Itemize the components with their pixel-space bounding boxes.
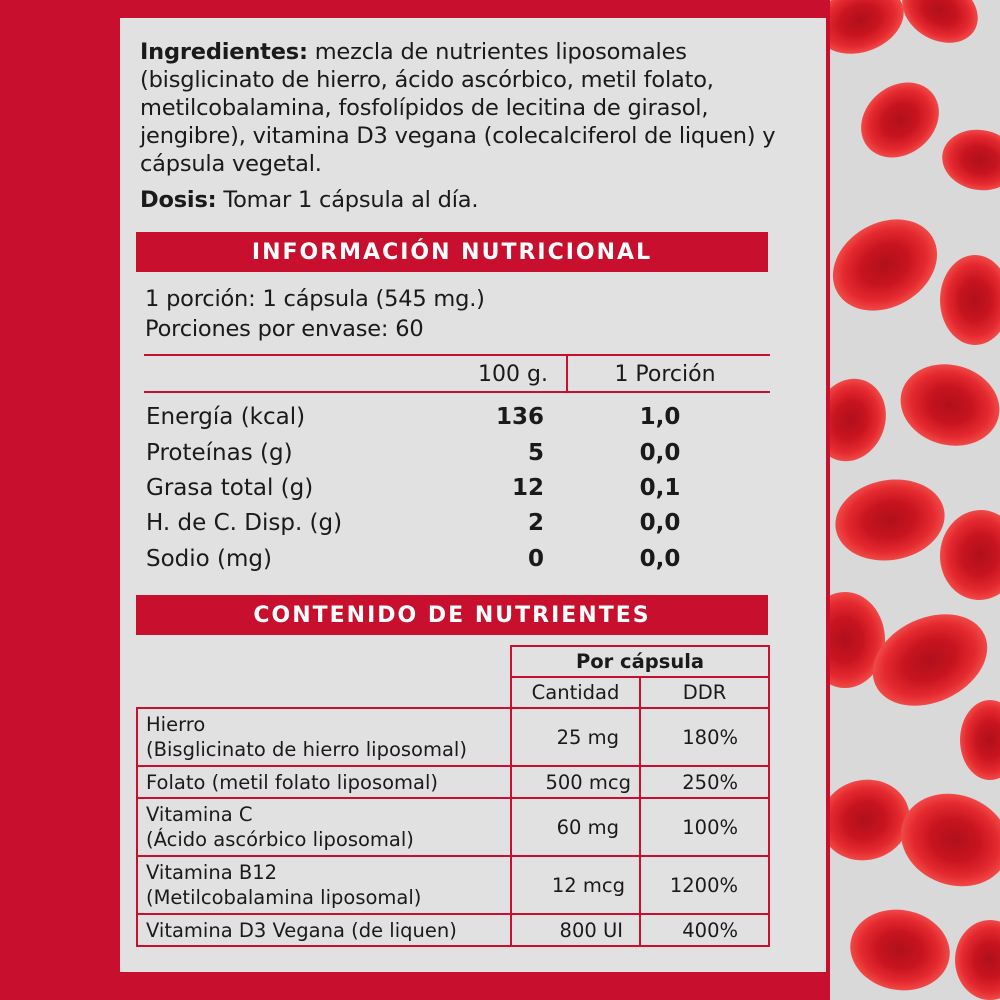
ingredients-body: mezcla de nutrientes liposomales (bisglicinato de hierro, ácido ascórbico, metil folato, metilcobalamina, fosfolípidos de lecitina de girasol, jengibre), vitamina D3 vegana (colecalciferol de liquen) y cápsula vegetal. xyxy=(140,39,776,177)
ingredients-label: Ingredientes: xyxy=(140,39,308,65)
header-amount: Cantidad xyxy=(510,676,641,709)
dosage-body: Tomar 1 cápsula al día. xyxy=(216,187,479,213)
serving-size: 1 porción: 1 cápsula (545 mg.) xyxy=(145,286,485,312)
nutrient-detail: (Bisglicinato de hierro liposomal) xyxy=(146,738,467,761)
nutrient-amount: 800 UI xyxy=(510,913,641,947)
table-row-name xyxy=(136,765,512,799)
nutrient-name: Vitamina B12 xyxy=(146,861,278,884)
nutrition-row xyxy=(120,404,820,439)
nutrient-label: Sodio (mg) xyxy=(146,546,272,572)
nutrient-label: Proteínas (g) xyxy=(146,440,293,466)
blood-cell xyxy=(891,353,1000,456)
table-row-name xyxy=(136,855,512,915)
blood-cell xyxy=(940,255,1000,345)
nutritional-info-heading: INFORMACIÓN NUTRICIONAL xyxy=(136,232,768,272)
header-per-capsule: Por cápsula xyxy=(510,645,770,678)
column-divider xyxy=(566,354,568,392)
nutrient-ddr: 180% xyxy=(639,707,770,767)
blood-cell xyxy=(890,0,989,56)
divider xyxy=(144,391,770,393)
blood-cell xyxy=(844,902,956,998)
blood-cell xyxy=(830,0,913,65)
nutrition-row xyxy=(120,440,820,475)
value-per-100g: 2 xyxy=(527,510,544,536)
blood-cell xyxy=(830,369,897,472)
blood-cell xyxy=(955,920,1000,1000)
value-per-100g: 136 xyxy=(495,404,544,430)
blood-cell xyxy=(937,124,1000,196)
blood-cell xyxy=(830,201,954,329)
nutrition-row xyxy=(120,546,820,581)
nutrient-amount: 60 mg xyxy=(510,797,641,857)
nutrient-ddr: 400% xyxy=(639,913,770,947)
column-header-portion: 1 Porción xyxy=(614,362,716,387)
servings-per-container: Porciones por envase: 60 xyxy=(145,316,424,342)
value-per-100g: 5 xyxy=(527,440,544,466)
column-header-100g: 100 g. xyxy=(478,362,548,387)
red-blood-cells-decoration xyxy=(830,0,1000,1000)
blood-cell xyxy=(888,779,1000,901)
table-row-name xyxy=(136,913,512,947)
nutrient-content-table xyxy=(136,645,770,965)
value-per-portion: 1,0 xyxy=(639,404,681,430)
nutrient-label: Grasa total (g) xyxy=(146,475,314,501)
nutrient-detail: (Ácido ascórbico liposomal) xyxy=(146,828,414,851)
nutrient-content-heading: CONTENIDO DE NUTRIENTES xyxy=(136,595,768,635)
red-blood-cells-icon xyxy=(830,0,1000,1000)
table-row-name xyxy=(136,797,512,857)
blood-cell xyxy=(960,700,1000,780)
value-per-100g: 0 xyxy=(527,546,544,572)
nutrition-row xyxy=(120,475,820,510)
nutrient-amount: 12 mcg xyxy=(510,855,641,915)
nutrient-ddr: 1200% xyxy=(639,855,770,915)
dosage-text xyxy=(140,186,478,214)
nutrient-label: H. de C. Disp. (g) xyxy=(146,510,343,536)
value-per-portion: 0,0 xyxy=(639,440,681,466)
nutrient-amount: 25 mg xyxy=(510,707,641,767)
header-ddr: DDR xyxy=(639,676,770,709)
divider xyxy=(144,354,770,356)
value-per-portion: 0,0 xyxy=(639,510,681,536)
value-per-100g: 12 xyxy=(511,475,544,501)
nutrient-amount: 500 mcg xyxy=(510,765,641,799)
blood-cell xyxy=(830,471,951,569)
blood-cell xyxy=(936,507,1000,604)
value-per-portion: 0,0 xyxy=(639,546,681,572)
table-row-name xyxy=(136,707,512,767)
nutrient-name: Vitamina C xyxy=(146,803,253,826)
blood-cell xyxy=(846,67,954,173)
value-per-portion: 0,1 xyxy=(639,475,681,501)
dosage-label: Dosis: xyxy=(140,187,217,213)
label-panel xyxy=(120,18,826,972)
nutrient-ddr: 100% xyxy=(639,797,770,857)
nutrient-ddr: 250% xyxy=(639,765,770,799)
nutrient-label: Energía (kcal) xyxy=(146,404,306,430)
nutrient-detail: (Metilcobalamina liposomal) xyxy=(146,886,422,909)
ingredients-text xyxy=(140,38,800,178)
nutrient-name: Vitamina D3 Vegana (de liquen) xyxy=(146,918,457,942)
nutrition-row xyxy=(120,510,820,545)
nutrient-name: Folato (metil folato liposomal) xyxy=(146,770,439,794)
nutrient-name: Hierro xyxy=(146,713,206,736)
